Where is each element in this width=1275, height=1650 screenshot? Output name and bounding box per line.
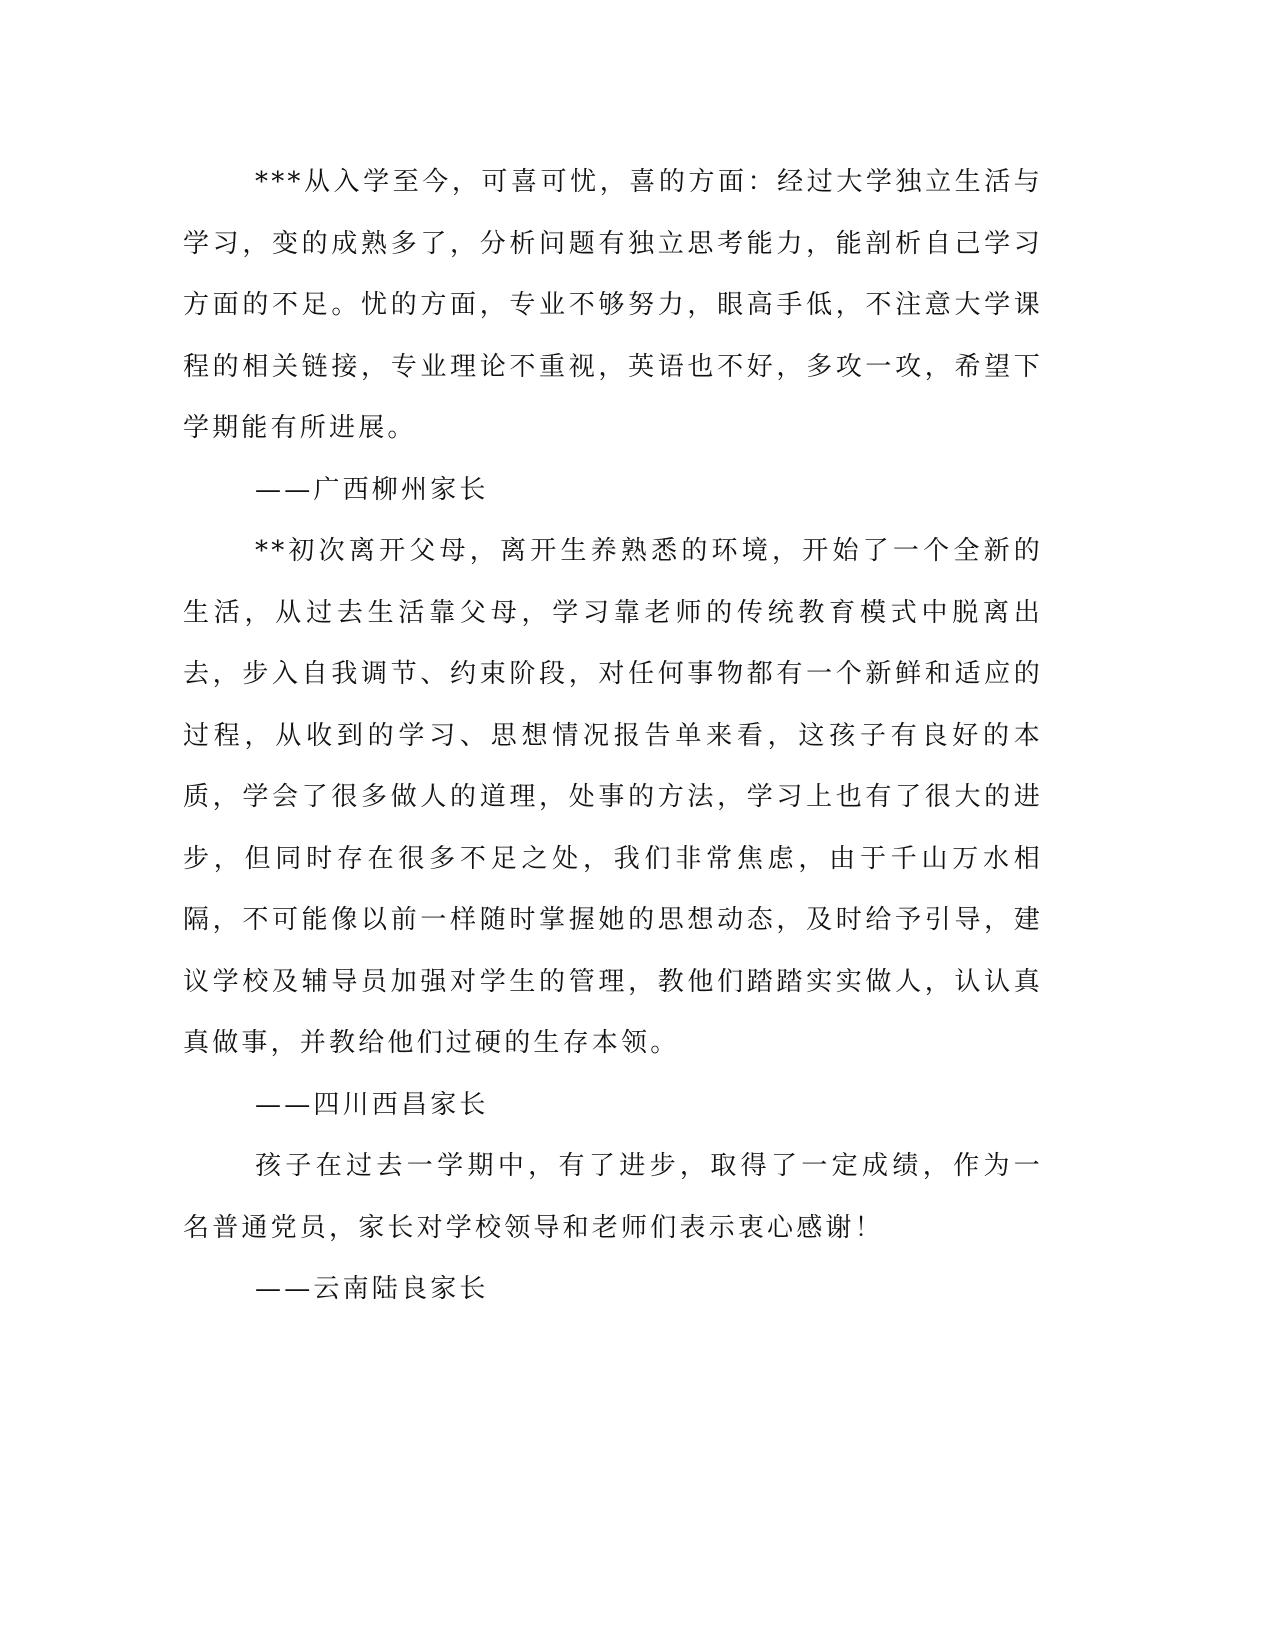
comment-signature: ——广西柳州家长 [255, 474, 489, 505]
document-page [183, 152, 1043, 1321]
comment-signature: ——四川西昌家长 [255, 1089, 489, 1120]
parent-comment-paragraph: ***从入学至今，可喜可忧，喜的方面：经过大学独立生活与学习，变的成熟多了，分析问题有独立思考能力，能剖析自己学习方面的不足。忧的方面，专业不够努力，眼高手低，不注意大学课程的相关链接，专业理论不重视，英语也不好，多攻一攻，希望下学期能有所进展。 [183, 167, 1043, 443]
parent-comment-paragraph: 孩子在过去一学期中，有了进步，取得了一定成绩，作为一名普通党员，家长对学校领导和老师们表示衷心感谢！ [183, 1151, 1043, 1243]
parent-comment-paragraph: **初次离开父母，离开生养熟悉的环境，开始了一个全新的生活，从过去生活靠父母，学习靠老师的传统教育模式中脱离出去，步入自我调节、约束阶段，对任何事物都有一个新鲜和适应的过程，从收到的学习、思想情况报告单来看，这孩子有良好的本质，学会了很多做人的道理，处事的方法，学习上也有了很大的进步，但同时存在很多不足之处，我们非常焦虑，由于千山万水相隔，不可能像以前一样随时掌握她的思想动态，及时给予引导，建议学校及辅导员加强对学生的管理，教他们踏踏实实做人，认认真真做事，并教给他们过硬的生存本领。 [183, 536, 1043, 1058]
comment-signature: ——云南陆良家长 [255, 1274, 489, 1304]
